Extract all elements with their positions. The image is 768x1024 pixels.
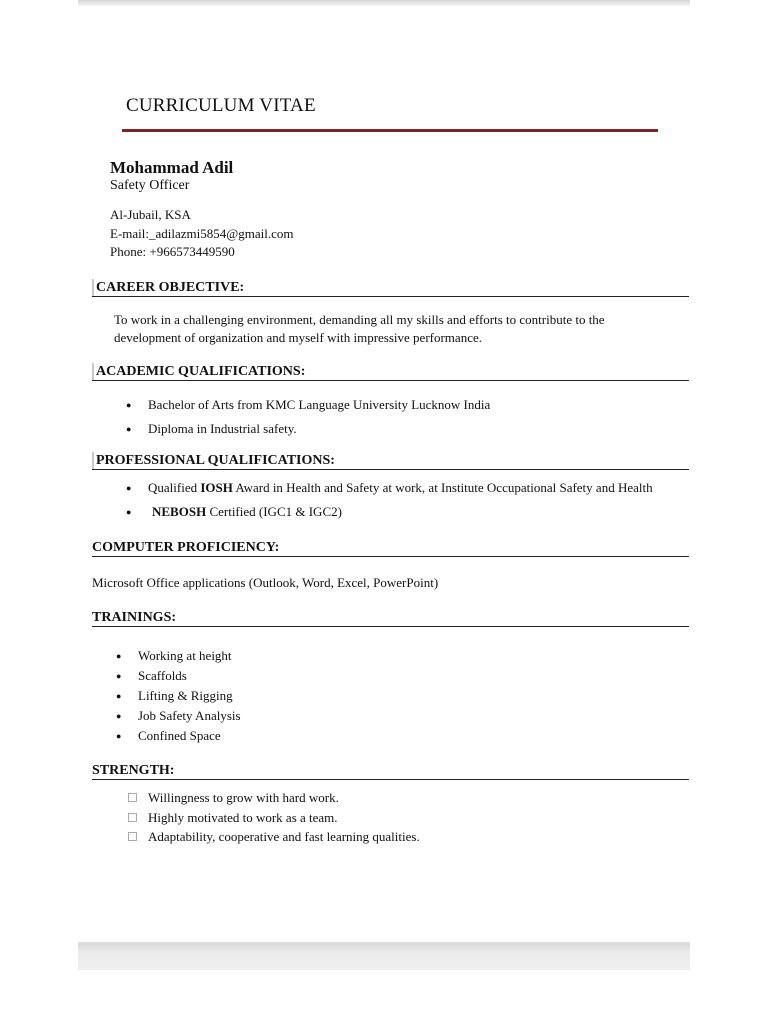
section-title: CAREER OBJECTIVE: — [96, 280, 245, 295]
text-fragment: Certified (IGC1 & IGC2) — [206, 504, 342, 519]
list-item-text: Adaptability, cooperative and fast learning qualities. — [148, 829, 420, 844]
bold-fragment: NEBOSH — [152, 504, 207, 519]
career-objective-line: To work in a challenging environment, demanding all my skills and efforts to contribute to the — [114, 312, 605, 327]
bullet-icon: ● — [116, 651, 122, 661]
email: E-mail:_adilazmi5854@gmail.com — [110, 226, 294, 241]
document-title: CURRICULUM VITAE — [126, 95, 316, 116]
checkbox-square-icon — [128, 813, 137, 822]
list-item-text: Job Safety Analysis — [138, 708, 241, 723]
list-item-text: Confined Space — [138, 728, 221, 743]
list-item-text: Scaffolds — [138, 668, 187, 683]
career-objective-line: development of organization and myself with impressive performance. — [114, 330, 482, 345]
section-title: STRENGTH: — [92, 763, 175, 778]
list-item-text: Highly motivated to work as a team. — [148, 810, 338, 825]
section-title: ACADEMIC QUALIFICATIONS: — [96, 364, 306, 379]
section-title: TRAININGS: — [92, 610, 177, 625]
list-item-text: Willingness to grow with hard work. — [148, 790, 339, 805]
bullet-icon: ● — [126, 400, 132, 410]
bullet-icon: ● — [126, 507, 132, 517]
text-fragment: Qualified — [148, 480, 201, 495]
text-fragment: Award in Health and Safety at work, at Institute Occupational Safety and Health — [232, 480, 653, 495]
list-item-text — [148, 480, 653, 496]
section-heading-career — [92, 279, 689, 297]
section-heading-trainings — [92, 609, 689, 627]
list-item-text: Bachelor of Arts from KMC Language University Lucknow India — [148, 397, 491, 412]
computer-proficiency-text: Microsoft Office applications (Outlook, Word, Excel, PowerPoint) — [92, 575, 439, 590]
bullet-icon: ● — [126, 483, 132, 493]
checkbox-square-icon — [128, 793, 137, 802]
bold-fragment: IOSH — [200, 480, 233, 495]
section-title: PROFESSIONAL QUALIFICATIONS: — [96, 453, 335, 468]
list-item-text: Diploma in Industrial safety. — [148, 421, 297, 436]
heading-marker — [92, 279, 94, 296]
list-item-text: Working at height — [138, 648, 232, 663]
section-heading-strength — [92, 762, 689, 780]
location: Al-Jubail, KSA — [110, 207, 191, 222]
candidate-name: Mohammad Adil — [110, 158, 234, 177]
bullet-icon: ● — [126, 424, 132, 434]
section-heading-computer — [92, 539, 689, 557]
section-heading-academic — [92, 363, 689, 381]
checkbox-square-icon — [128, 832, 137, 841]
bullet-icon: ● — [116, 671, 122, 681]
bullet-icon: ● — [116, 691, 122, 701]
job-title: Safety Officer — [110, 178, 190, 193]
bullet-icon: ● — [116, 731, 122, 741]
list-item-text — [152, 504, 342, 520]
heading-marker — [92, 452, 94, 469]
section-heading-professional — [92, 452, 689, 470]
title-rule — [122, 129, 658, 132]
phone: Phone: +966573449590 — [110, 244, 235, 259]
bullet-icon: ● — [116, 711, 122, 721]
list-item-text: Lifting & Rigging — [138, 688, 233, 703]
heading-marker — [92, 363, 94, 380]
section-title: COMPUTER PROFICIENCY: — [92, 540, 280, 555]
page-gap-band — [78, 942, 690, 970]
